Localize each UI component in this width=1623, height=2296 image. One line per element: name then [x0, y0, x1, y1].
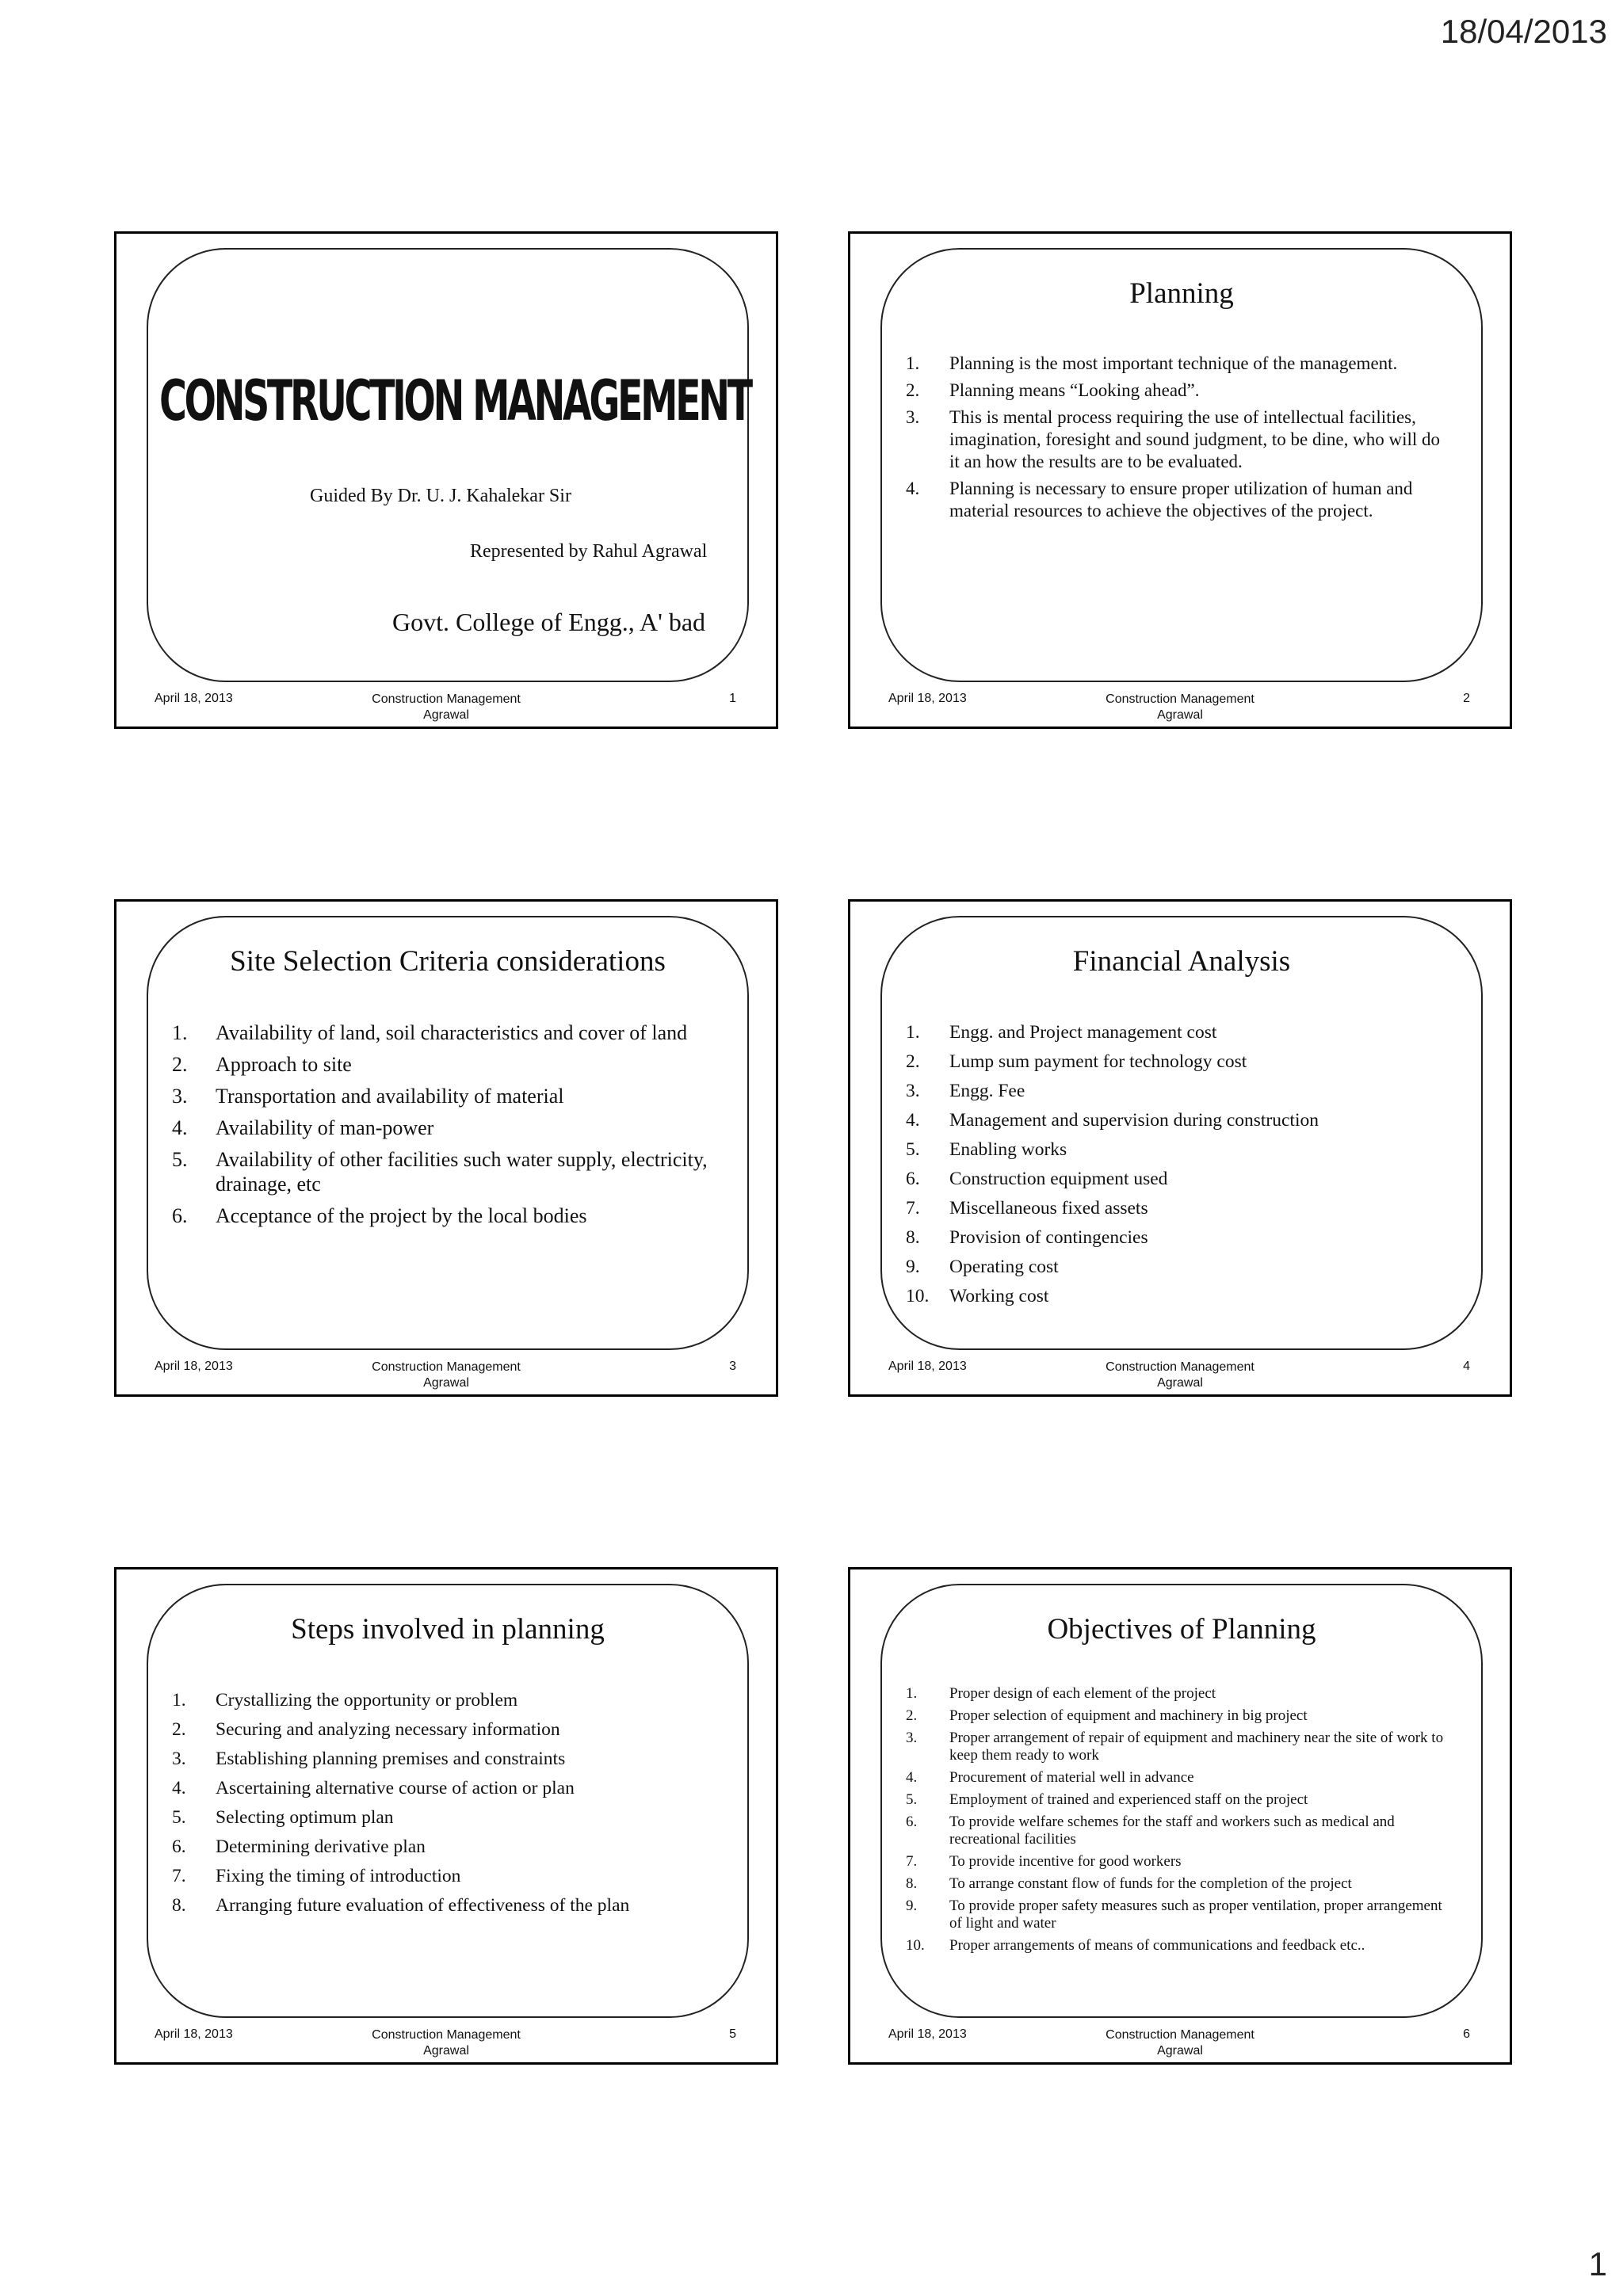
footer-course: Construction Management: [1106, 1360, 1254, 1374]
slide-1: [114, 231, 778, 729]
cover-title: CONSTRUCTION MANAGEMENT: [159, 368, 750, 433]
footer-slide-number: 5: [729, 2027, 736, 2041]
footer-author: Agrawal: [423, 2044, 469, 2058]
list-item: 3. Transportation and availability of material: [172, 1085, 564, 1108]
footer-slide-number: 6: [1463, 2027, 1470, 2041]
footer-course: Construction Management: [372, 2028, 521, 2042]
list-item: 6. Construction equipment used: [906, 1169, 1168, 1189]
slide-3: [114, 899, 778, 1397]
list-item: 7. Miscellaneous fixed assets: [906, 1198, 1148, 1219]
list-item: 7. To provide incentive for good workers: [906, 1853, 1182, 1870]
slide-6: [848, 1567, 1512, 2065]
list-item: 3. Proper arrangement of repair of equipment and machinery near the site of work to keep them ready to work: [906, 1730, 1444, 1764]
footer-center: [116, 1360, 776, 1391]
footer-date: April 18, 2013: [888, 692, 967, 705]
list-item: 1. Planning is the most important technique of the management.: [906, 353, 1398, 373]
list-item: 3. This is mental process requiring the use of intellectual facilities, imagination, foresight and sound judgment, to be dine, who will do it an how the results are to be evaluated.: [906, 407, 1441, 471]
slide-footer: [850, 1360, 1510, 1391]
slide-footer: [116, 2027, 776, 2059]
list-item: 9. To provide proper safety measures such as proper ventilation, proper arrangement of light and water: [906, 1897, 1442, 1932]
slide-list: [172, 1020, 719, 1235]
footer-slide-number: 2: [1463, 692, 1470, 705]
footer-slide-number: 3: [729, 1360, 736, 1373]
slide-frame: [147, 248, 749, 682]
footer-course: Construction Management: [372, 692, 521, 706]
list-item: 8. Arranging future evaluation of effectiveness of the plan: [172, 1895, 630, 1916]
slide-footer: [850, 2027, 1510, 2059]
list-item: 6. Acceptance of the project by the local bodies: [172, 1204, 587, 1227]
list-item: 5. Selecting optimum plan: [172, 1807, 394, 1828]
list-item: 4. Procurement of material well in advance: [906, 1769, 1194, 1786]
slide-title: Planning: [1129, 277, 1234, 310]
slide-frame: [880, 1584, 1483, 2018]
list-item: 4. Management and supervision during construction: [906, 1110, 1319, 1131]
list-item: 6. Determining derivative plan: [172, 1836, 426, 1857]
footer-date: April 18, 2013: [155, 692, 233, 705]
slide-frame: [880, 916, 1483, 1350]
footer-author: Agrawal: [1157, 1376, 1203, 1390]
list-item: 10. Proper arrangements of means of communications and feedback etc..: [906, 1937, 1365, 1954]
slide-footer: [116, 692, 776, 723]
list-item: 1. Availability of land, soil characteristics and cover of land: [172, 1021, 688, 1044]
footer-date: April 18, 2013: [155, 1360, 233, 1373]
list-item: 7. Fixing the timing of introduction: [172, 1866, 461, 1886]
list-item: 3. Engg. Fee: [906, 1081, 1025, 1101]
list-item: 4. Availability of man-power: [172, 1116, 434, 1139]
slide-list: [906, 1685, 1453, 1959]
list-item: 5. Availability of other facilities such water supply, electricity, drainage, etc: [172, 1148, 708, 1196]
slide-2: [848, 231, 1512, 729]
list-item: 8. To arrange constant flow of funds for the completion of the project: [906, 1875, 1352, 1892]
list-item: 10. Working cost: [906, 1286, 1049, 1306]
list-item: 2. Proper selection of equipment and machinery in big project: [906, 1707, 1308, 1724]
list-item: 1. Crystallizing the opportunity or problem: [172, 1690, 518, 1711]
footer-center: [850, 1360, 1510, 1391]
list-item: 2. Securing and analyzing necessary information: [172, 1719, 560, 1740]
slide-4: [848, 899, 1512, 1397]
page-number: 1: [1588, 2245, 1607, 2283]
footer-author: Agrawal: [423, 708, 469, 722]
list-item: 1. Engg. and Project management cost: [906, 1022, 1217, 1043]
slide-title: Steps involved in planning: [291, 1613, 605, 1646]
footer-course: Construction Management: [372, 1360, 521, 1374]
cover-represented-by: Represented by Rahul Agrawal: [470, 541, 708, 562]
list-item: 9. Operating cost: [906, 1257, 1059, 1277]
slide-frame: [880, 248, 1483, 682]
slide-footer: [850, 692, 1510, 723]
footer-center: [116, 692, 776, 723]
slide-frame: [147, 1584, 749, 2018]
footer-slide-number: 1: [729, 692, 736, 705]
footer-slide-number: 4: [1463, 1360, 1470, 1373]
slide-list: [906, 1020, 1453, 1314]
page-header-date: 18/04/2013: [1440, 13, 1607, 50]
list-item: 8. Provision of contingencies: [906, 1227, 1148, 1248]
footer-author: Agrawal: [1157, 2044, 1203, 2058]
slide-list: [906, 353, 1453, 527]
footer-center: [850, 2027, 1510, 2059]
list-item: 2. Lump sum payment for technology cost: [906, 1051, 1247, 1072]
list-item: 2. Approach to site: [172, 1053, 352, 1076]
footer-date: April 18, 2013: [888, 2027, 967, 2041]
footer-author: Agrawal: [1157, 708, 1203, 722]
footer-course: Construction Management: [1106, 2028, 1254, 2042]
cover-guided-by: Guided By Dr. U. J. Kahalekar Sir: [310, 486, 571, 506]
slide-title: Objectives of Planning: [1047, 1613, 1316, 1646]
slide-footer: [116, 1360, 776, 1391]
footer-author: Agrawal: [423, 1376, 469, 1390]
cover-college: Govt. College of Engg., A' bad: [392, 608, 706, 636]
footer-center: [850, 692, 1510, 723]
list-item: 4. Ascertaining alternative course of action or plan: [172, 1778, 575, 1798]
footer-date: April 18, 2013: [888, 1360, 967, 1373]
slide-5: [114, 1567, 778, 2065]
footer-course: Construction Management: [1106, 692, 1254, 706]
footer-center: [116, 2027, 776, 2059]
slide-title: Site Selection Criteria considerations: [230, 945, 666, 978]
footer-date: April 18, 2013: [155, 2027, 233, 2041]
list-item: 6. To provide welfare schemes for the staff and workers such as medical and recreational facilities: [906, 1814, 1395, 1848]
list-item: 4. Planning is necessary to ensure proper utilization of human and material resources to achieve the objectives of the project.: [906, 479, 1413, 521]
list-item: 3. Establishing planning premises and constraints: [172, 1749, 566, 1769]
slide-list: [172, 1688, 719, 1923]
list-item: 2. Planning means “Looking ahead”.: [906, 380, 1200, 400]
list-item: 5. Enabling works: [906, 1139, 1067, 1160]
slide-title: Financial Analysis: [1072, 945, 1291, 978]
list-item: 5. Employment of trained and experienced staff on the project: [906, 1791, 1308, 1808]
slide-frame: [147, 916, 749, 1350]
list-item: 1. Proper design of each element of the project: [906, 1685, 1216, 1702]
